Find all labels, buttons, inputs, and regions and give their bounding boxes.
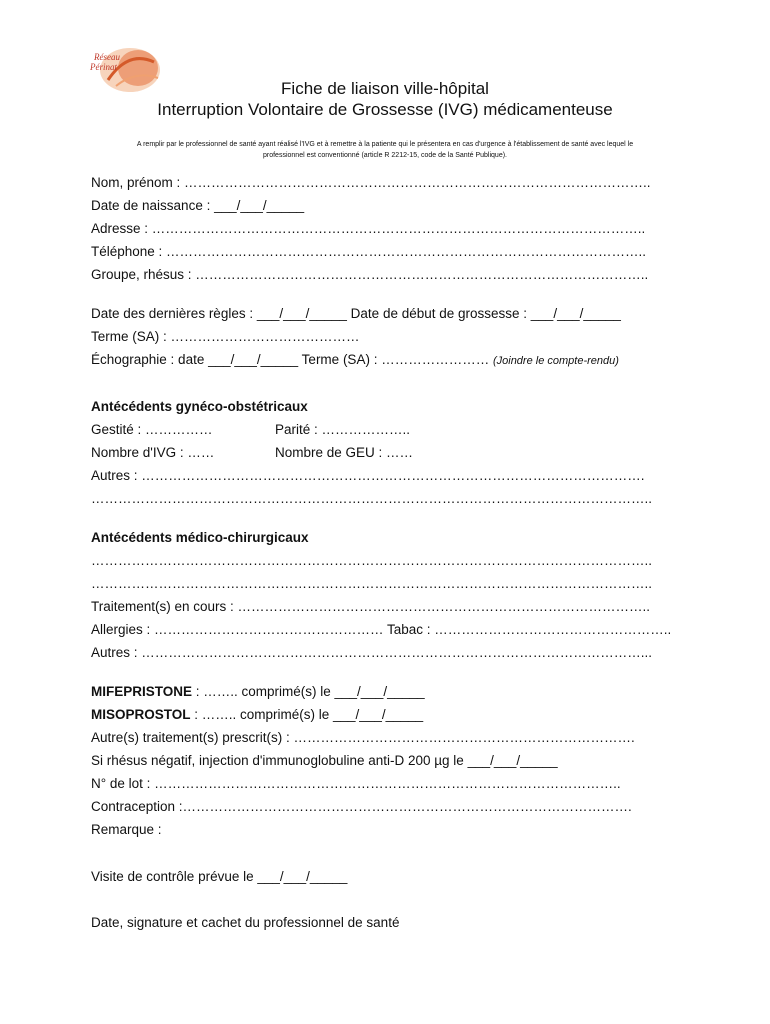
gyneco-other-continued[interactable]: …………………………………………………………………………………………………………….. [91, 491, 653, 506]
svg-text:Réseau: Réseau [94, 52, 120, 62]
term-field[interactable]: Terme (SA) : …………………………………… [91, 329, 360, 344]
last-period-field[interactable]: Date des dernières règles : ___/___/_____ Date de début de grossesse : ___/___/_____ [91, 306, 621, 321]
instruction-note: A remplir par le professionnel de santé ayant réalisé l'IVG et à remettre à la patiente qui le présentera en cas d'urgence à l'établissement de santé avec lequel le professionnel est conventionné (article R 2212-15, code de la Santé Publique). [136, 141, 634, 159]
gestite-field[interactable]: Gestité : …………… [91, 422, 213, 437]
allergies-tabac-field[interactable]: Allergies : …………………………………………… Tabac : …………………………………………….. [91, 622, 672, 637]
address-field[interactable]: Adresse : ……………………………………………………………………………………………….. [91, 221, 646, 236]
echo-note: (Joindre le compte-rendu) [492, 355, 619, 367]
ivg-count-field[interactable]: Nombre d'IVG : …… [91, 445, 215, 460]
name-field[interactable]: Nom, prénom : ………………………………………………………………………………………….. [91, 175, 651, 190]
birthdate-field[interactable]: Date de naissance : ___/___/_____ [91, 198, 305, 213]
follow-up-visit-field[interactable]: Visite de contrôle prévue le ___/___/_____ [91, 869, 348, 884]
phone-field[interactable]: Téléphone : …………………………………………………………………………………………….. [91, 244, 647, 259]
echography-field[interactable]: Échographie : date ___/___/_____ Terme (SA) : …………………… (Joindre le compte-rendu) [91, 352, 619, 367]
signature-label: Date, signature et cachet du professionnel de santé [91, 915, 400, 930]
current-treatment-field[interactable]: Traitement(s) en cours : ……………………………………………………………………………….. [91, 599, 651, 614]
geu-count-field[interactable]: Nombre de GEU : …… [275, 445, 414, 460]
gyneco-other-field[interactable]: Autres : …………………………………………………………………………………………………. [91, 468, 645, 483]
medico-other-field[interactable]: Autres : …………………………………………………………………………………………………... [91, 645, 653, 660]
svg-text:Périnat: Périnat [90, 62, 117, 72]
medico-line-2[interactable]: …………………………………………………………………………………………………………….. [91, 576, 653, 591]
medico-heading: Antécédents médico-chirurgicaux [91, 530, 309, 545]
contraception-field[interactable]: Contraception :………………………………………………………………………………………. [91, 799, 632, 814]
parite-field[interactable]: Parité : ……………….. [275, 422, 411, 437]
gyneco-row2 [91, 444, 691, 462]
gyneco-heading: Antécédents gynéco-obstétricaux [91, 399, 308, 414]
blood-group-field[interactable]: Groupe, rhésus : ……………………………………………………………………………………….. [91, 267, 649, 282]
other-prescription-field[interactable]: Autre(s) traitement(s) prescrit(s) : …………………………………………………………………. [91, 730, 635, 745]
medico-line-1[interactable]: …………………………………………………………………………………………………………….. [91, 553, 653, 568]
lot-number-field[interactable]: N° de lot : ………………………………………………………………………………………….. [91, 776, 621, 791]
page-subtitle: Interruption Volontaire de Grossesse (IVG) médicamenteuse [157, 100, 613, 119]
mifepristone-field[interactable]: MIFEPRISTONE : …….. comprimé(s) le ___/___/_____ [91, 684, 425, 699]
anti-d-field[interactable]: Si rhésus négatif, injection d'immunoglobuline anti-D 200 µg le ___/___/_____ [91, 753, 558, 768]
remark-field[interactable]: Remarque : [91, 822, 162, 837]
misoprostol-field[interactable]: MISOPROSTOL : …….. comprimé(s) le ___/___/_____ [91, 707, 424, 722]
gyneco-row1 [91, 421, 691, 439]
page-title: Fiche de liaison ville-hôpital [281, 79, 489, 98]
